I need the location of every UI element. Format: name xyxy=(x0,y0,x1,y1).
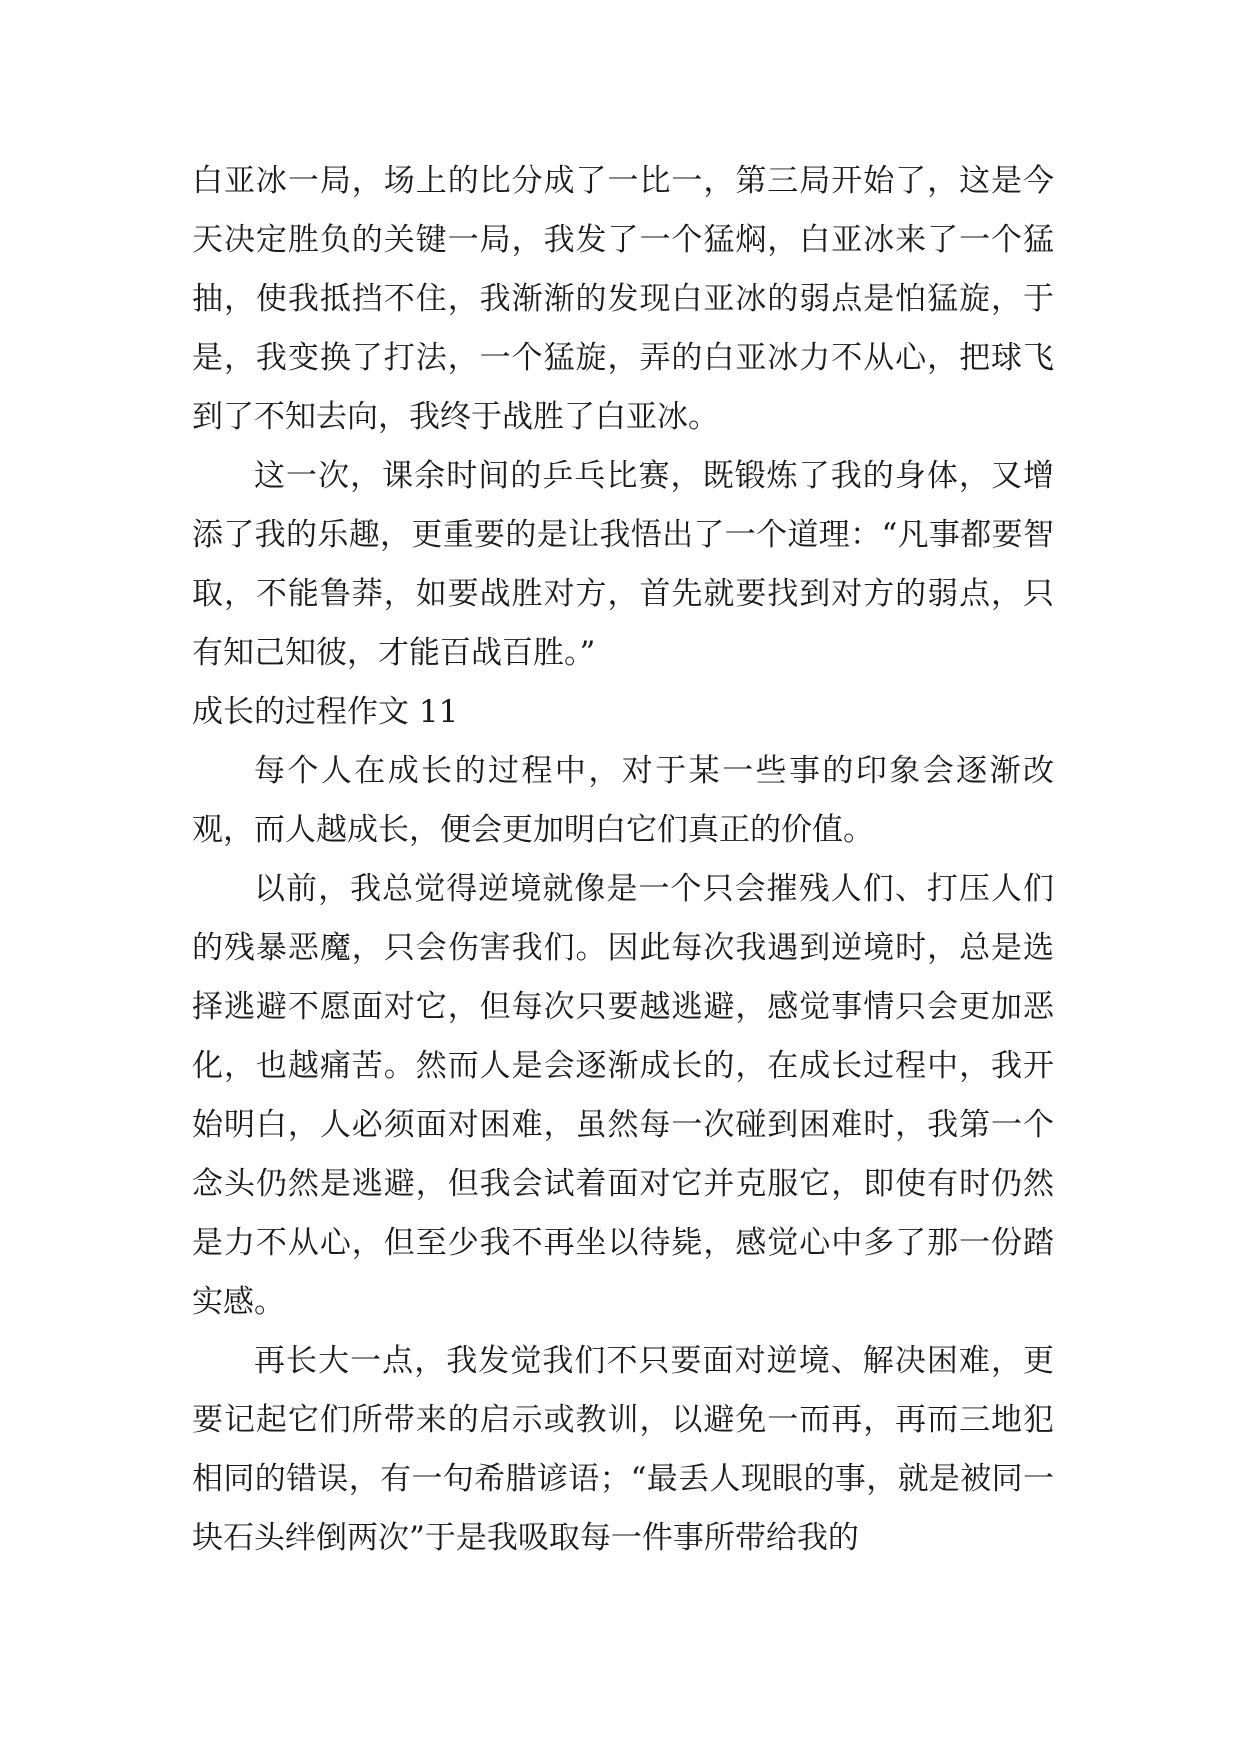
document-body xyxy=(192,152,1054,1568)
paragraph-growth-intro: 每个人在成长的过程中，对于某一些事的印象会逐渐改观，而人越成长，便会更加明白它们真正的价值。 xyxy=(192,753,1054,848)
essay-title: 成长的过程作文 11 xyxy=(192,694,459,730)
paragraph-lesson-learned: 这一次，课余时间的乒乓比赛，既锻炼了我的身体，又增添了我的乐趣，更重要的是让我悟出了一个道理：“凡事都要智取，不能鲁莽，如要战胜对方，首先就要找到对方的弱点，只有知己知彼，才能百战百胜。” xyxy=(192,458,1054,671)
paragraph-adversity: 以前，我总觉得逆境就像是一个只会摧残人们、打压人们的残暴恶魔，只会伤害我们。因此每次我遇到逆境时，总是选择逃避不愿面对它，但每次只要越逃避，感觉事情只会更加恶化，也越痛苦。然而人是会逐渐成长的，在成长过程中，我开始明白，人必须面对困难，虽然每一次碰到困难时，我第一个念头仍然是逃避，但我会试着面对它并克服它，即使有时仍然是力不从心，但至少我不再坐以待毙，感觉心中多了那一份踏实感。 xyxy=(192,871,1054,1320)
paragraph-lessons: 再长大一点，我发觉我们不只要面对逆境、解决困难，更要记起它们所带来的启示或教训，以避免一而再，再而三地犯相同的错误，有一句希腊谚语；“最丢人现眼的事，就是被同一块石头绊倒两次”于是我吸取每一件事所带给我的 xyxy=(192,1343,1054,1556)
paragraph-table-tennis-match: 白亚冰一局，场上的比分成了一比一，第三局开始了，这是今天决定胜负的关键一局，我发了一个猛焖，白亚冰来了一个猛抽，使我抵挡不住，我渐渐的发现白亚冰的弱点是怕猛旋，于是，我变换了打法，一个猛旋，弄的白亚冰力不从心，把球飞到了不知去向，我终于战胜了白亚冰。 xyxy=(192,163,1054,435)
